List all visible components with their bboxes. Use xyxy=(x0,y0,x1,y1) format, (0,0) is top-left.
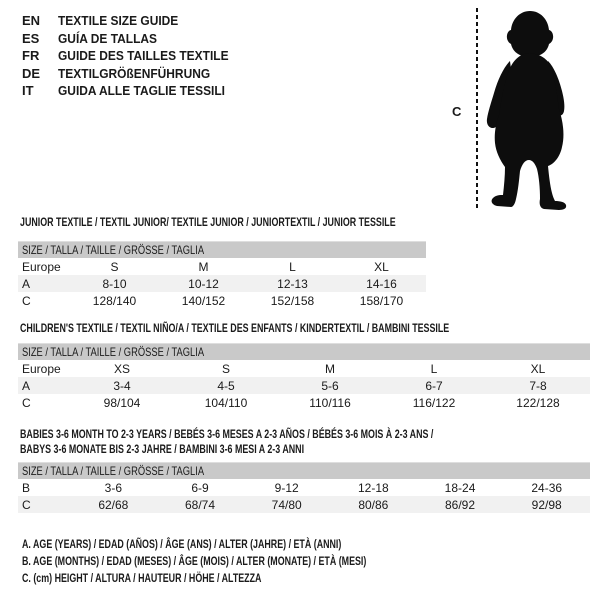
table-header-row xyxy=(18,241,426,258)
language-row-it xyxy=(22,82,243,100)
note-b: B. AGE (MONTHS) / EDAD (MESES) / ÂGE (MOIS) / ALTER (MONATE) / ETÀ (MESI) xyxy=(22,553,367,568)
table-row-height: C 98/104 104/110 110/116 116/122 122/128 xyxy=(22,395,560,410)
babies-size-table xyxy=(18,462,590,513)
language-row-es xyxy=(22,30,243,48)
language-row-de xyxy=(22,65,243,83)
language-list xyxy=(22,12,243,100)
note-c: C. (cm) HEIGHT / ALTURA / HAUTEUR / HÖHE / ALTEZZA xyxy=(22,570,262,585)
table-row-age: A 8-10 10-12 12-13 14-16 xyxy=(18,275,426,292)
language-code: FR xyxy=(22,48,40,64)
junior-size-table xyxy=(18,241,426,309)
babies-table-title-line1: BABIES 3-6 MONTH TO 2-3 YEARS / BEBÉS 3-6 MESES A 2-3 AÑOS / BÉBÉS 3-6 MOIS À 2-3 ANS / xyxy=(20,427,434,441)
table-header-label: SIZE / TALLA / TAILLE / GRÖSSE / TAGLIA xyxy=(22,464,205,478)
table-header-row xyxy=(18,462,590,479)
table-header-row xyxy=(18,343,590,360)
language-code: EN xyxy=(22,13,41,29)
junior-table-title: JUNIOR TEXTILE / TEXTIL JUNIOR/ TEXTILE JUNIOR / JUNIORTEXTIL / JUNIOR TESSILE xyxy=(20,215,396,229)
height-measure-dashed-line xyxy=(476,8,478,210)
table-row-age: A 3-4 4-5 5-6 6-7 7-8 xyxy=(18,377,590,394)
language-title: TEXTILGRÖßENFÜHRUNG xyxy=(58,65,211,81)
language-title: TEXTILE SIZE GUIDE xyxy=(58,13,179,29)
table-row-height: C 128/140 140/152 152/158 158/170 xyxy=(22,293,404,308)
children-size-table xyxy=(18,343,590,411)
language-title: GUÍA DE TALLAS xyxy=(58,30,158,46)
table-row-europe: Europe S M L XL xyxy=(22,259,389,274)
toddler-silhouette-icon xyxy=(480,8,600,210)
babies-table-title-line2: BABYS 3-6 MONATE BIS 2-3 JAHRE / BAMBINI 3-6 MESI A 2-3 ANNI xyxy=(20,442,305,456)
language-title: GUIDA ALLE TAGLIE TESSILI xyxy=(58,83,226,99)
language-row-en xyxy=(22,12,243,30)
height-measure-label: C xyxy=(452,104,462,119)
table-row-height: C 62/68 68/74 74/80 80/86 86/92 92/98 xyxy=(18,496,590,513)
note-a: A. AGE (YEARS) / EDAD (AÑOS) / ÂGE (ANS) / ALTER (JAHRE) / ETÀ (ANNI) xyxy=(22,536,342,551)
table-header-label: SIZE / TALLA / TAILLE / GRÖSSE / TAGLIA xyxy=(22,243,205,257)
language-code: ES xyxy=(22,30,40,46)
table-row-months: B 3-6 6-9 9-12 12-18 18-24 24-36 xyxy=(22,480,563,495)
table-row-europe: Europe XS S M L XL xyxy=(22,361,546,376)
language-row-fr xyxy=(22,47,243,65)
children-table-title: CHILDREN'S TEXTILE / TEXTIL NIÑO/A / TEXTILE DES ENFANTS / KINDERTEXTIL / BAMBINI TESSILE xyxy=(20,321,450,335)
table-header-label: SIZE / TALLA / TAILLE / GRÖSSE / TAGLIA xyxy=(22,345,205,359)
language-code: DE xyxy=(22,65,41,81)
language-code: IT xyxy=(22,83,34,99)
language-title: GUIDE DES TAILLES TEXTILE xyxy=(58,48,229,64)
legend-notes xyxy=(22,535,487,587)
toddler-head xyxy=(507,11,553,57)
